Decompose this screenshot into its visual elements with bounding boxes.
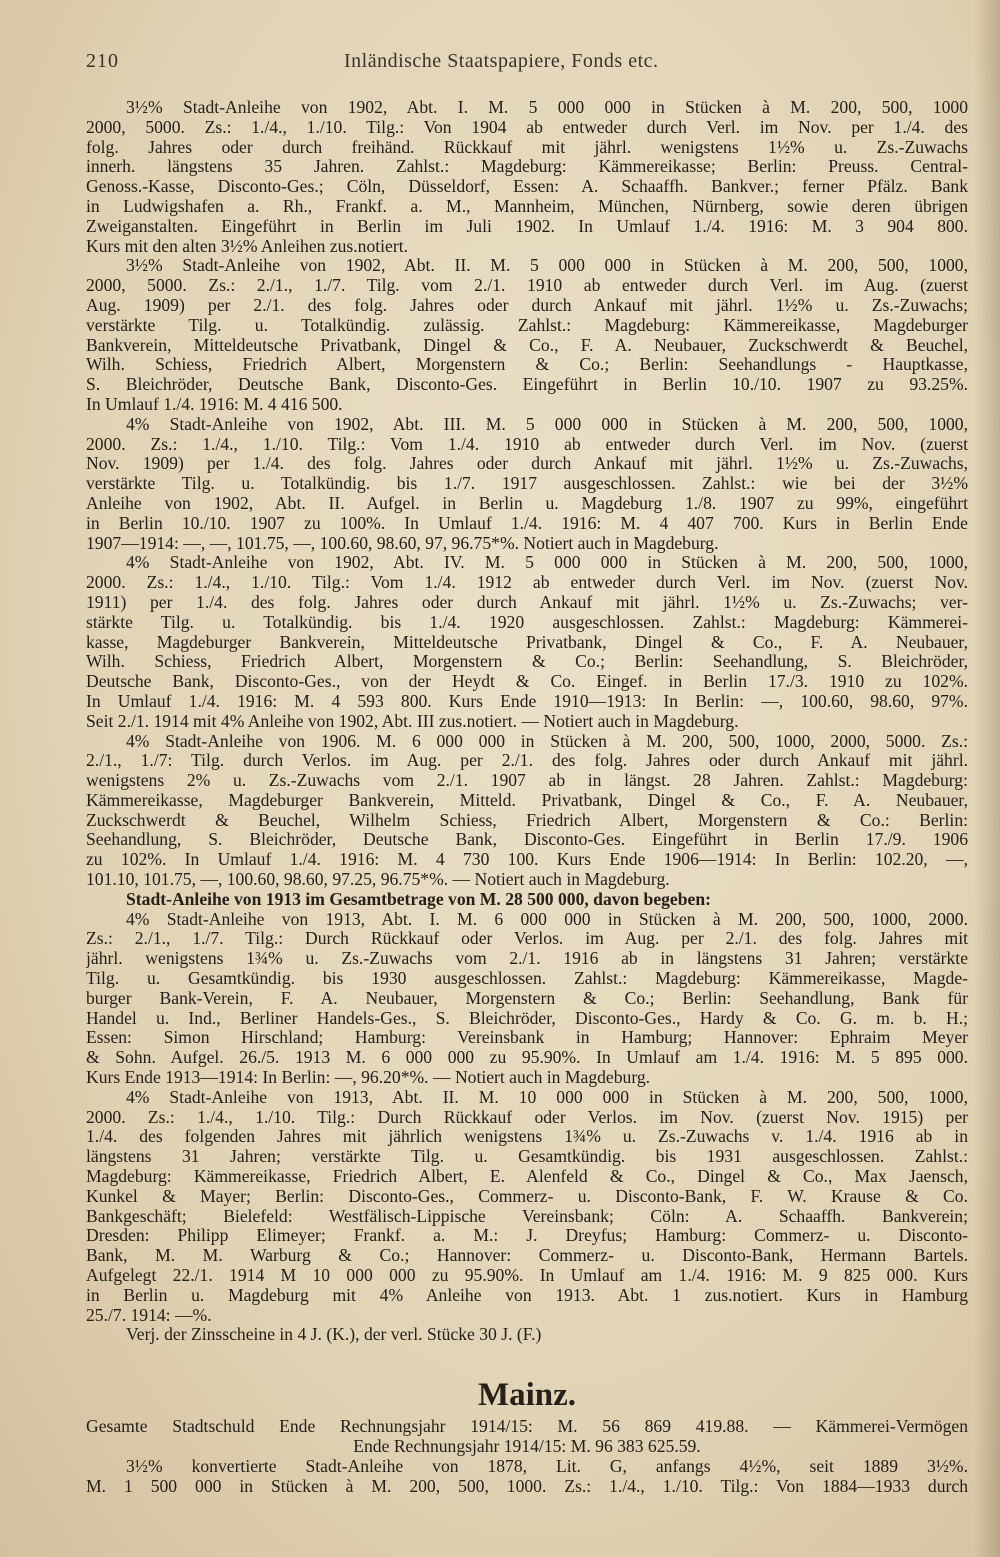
paragraph-stadt-anleihe-1913-total — [86, 890, 968, 910]
text-line: Bankgeschäft; Bielefeld: Westfälisch-Lippische Vereinsbank; Cöln: A. Schaaffh. Bankverein; — [86, 1206, 968, 1226]
text-line: Zweiganstalten. Eingeführt in Berlin im Juli 1902. In Umlauf 1./4. 1916: M. 3 904 800. — [86, 216, 968, 236]
text-line: burger Bank-Verein, F. A. Neubauer, Morgenstern & Co.; Berlin: Seehandlung, Bank für — [86, 988, 968, 1008]
text-line: Anleihe von 1902, Abt. II. Aufgel. in Berlin u. Magdeburg 1./8. 1907 zu 99%, eingeführt — [86, 493, 968, 513]
text-line: 4% Stadt-Anleihe von 1902, Abt. IV. M. 5 000 000 in Stücken à M. 200, 500, 1000, — [126, 553, 968, 573]
text-line: Seit 2./1. 1914 mit 4% Anleihe von 1902, Abt. III zus.notiert. — Notiert auch in Magdeburg. — [86, 711, 739, 731]
text-line: Magdeburg: Kämmereikasse, Friedrich Albert, E. Alenfeld & Co., Dingel & Co., Max Jaensch, — [86, 1167, 968, 1187]
text-line: in Berlin u. Magdeburg mit 4% Anleihe von 1913. Abt. 1 zus.notiert. Kurs in Hamburg — [86, 1285, 968, 1305]
paragraph-stadt-anleihe-1902-abt-1 — [86, 98, 968, 256]
paragraph-stadt-anleihe-1902-abt-3 — [86, 415, 968, 554]
paragraph-stadt-anleihe-1906 — [86, 732, 968, 890]
paragraph-stadt-anleihe-1902-abt-2 — [86, 256, 968, 414]
text-line: Tilg. u. Gesamtkündig. bis 1930 ausgeschlossen. Zahlst.: Magdeburg: Kämmereikasse, Magde- — [86, 969, 968, 989]
text-line: wenigstens 2% u. Zs.-Zuwachs vom 2./1. 1907 ab in längst. 28 Jahren. Zahlst.: Magdeburg: — [86, 771, 968, 791]
text-line: verstärkte Tilg. u. Totalkündig. zulässig. Zahlst.: Magdeburg: Kämmereikasse, Magdeburger — [86, 315, 968, 335]
text-line: 4% Stadt-Anleihe von 1906. M. 6 000 000 in Stücken à M. 200, 500, 1000, 2000, 5000. Zs.: — [126, 731, 968, 751]
text-line: jährl. wenigstens 1¾% u. Zs.-Zuwachs vom 2./1. 1916 ab in längstens 31 Jahren; verstärkte — [86, 949, 968, 969]
text-line: 25./7. 1914: —%. — [86, 1305, 212, 1325]
paragraph-stadt-anleihe-1902-abt-4 — [86, 553, 968, 731]
text-line: in Ludwigshafen a. Rh., Frankf. a. M., Mannheim, München, Nürnberg, sowie deren übrigen — [86, 196, 968, 216]
text-line: 101.10, 101.75, —, 100.60, 98.60, 97.25, 96.75*%. — Notiert auch in Magdeburg. — [86, 870, 670, 890]
text-line: 4% Stadt-Anleihe von 1913, Abt. II. M. 10 000 000 in Stücken à M. 200, 500, 1000, — [126, 1087, 968, 1107]
text-line: in Berlin 10./10. 1907 zu 100%. In Umlauf 1./4. 1916: M. 4 407 700. Kurs in Berlin Ende — [86, 513, 968, 533]
text-line: 2000. Zs.: 1./4., 1./10. Tilg.: Durch Rückkauf oder Verlos. im Nov. (zuerst Nov. 1915) per — [86, 1107, 968, 1127]
text-line: 3½% konvertierte Stadt-Anleihe von 1878, Lit. G, anfangs 4½%, seit 1889 3½%. — [126, 1456, 968, 1476]
text-line: 2000, 5000. Zs.: 1./4., 1./10. Tilg.: Von 1904 ab entweder durch Verl. im Nov. per 1./4. des — [86, 117, 968, 137]
mainz-summary — [86, 1417, 968, 1457]
text-line: 4% Stadt-Anleihe von 1913, Abt. I. M. 6 000 000 in Stücken à M. 200, 500, 1000, 2000. — [126, 909, 968, 929]
text-line: Deutsche Bank, Disconto-Ges., von der Heydt & Co. Eingef. in Berlin 17./3. 1910 zu 102%. — [86, 672, 968, 692]
text-line: In Umlauf 1./4. 1916: M. 4 593 800. Kurs Ende 1910—1913: In Berlin: —, 100.60, 98.60, 97%. — [86, 691, 968, 711]
text-line: Ende Rechnungsjahr 1914/15: M. 96 383 625.59. — [353, 1437, 701, 1456]
paragraph-verjaehrung — [86, 1325, 968, 1345]
text-line: 1911) per 1./4. des folg. Jahres oder durch Ankauf mit jährl. 1½% u. Zs.-Zuwachs; ver- — [86, 592, 968, 612]
paragraph-stadt-anleihe-1913-abt-1 — [86, 910, 968, 1088]
text-line: folg. Jahres oder durch freihänd. Rückkauf mit jährl. wenigstens 1½% u. Zs.-Zuwachs — [86, 137, 968, 157]
text-line: 2000, 5000. Zs.: 2./1., 1./7. Tilg. vom 2./1. 1910 ab entweder durch Verl. im Aug. (zuerst — [86, 276, 968, 296]
text-line: Seehandlung, S. Bleichröder, Deutsche Bank, Disconto-Ges. Eingeführt in Berlin 17./9. 1906 — [86, 830, 968, 850]
running-head: Inländische Staatspapiere, Fonds etc. — [344, 50, 659, 72]
text-line: Bank, M. M. Warburg & Co.; Hannover: Commerz- u. Disconto-Bank, Hermann Bartels. — [86, 1246, 968, 1266]
text-line: 2000. Zs.: 1./4., 1./10. Tilg.: Vom 1./4. 1910 ab entweder durch Verl. im Nov. (zuerst — [86, 434, 968, 454]
text-line: Kämmereikasse, Magdeburger Bankverein, Mitteld. Privatbank, Dingel & Co., F. A. Neubauer, — [86, 790, 968, 810]
text-line: Wilh. Schiess, Friedrich Albert, Morgenstern & Co.; Berlin: Seehandlung, S. Bleichröder, — [86, 652, 968, 672]
page-header — [86, 50, 968, 76]
text-line: Handel u. Ind., Berliner Handels-Ges., S. Bleichröder, Disconto-Ges., Hardy & Co. G. m. b. H.; — [86, 1008, 968, 1028]
text-line: S. Bleichröder, Deutsche Bank, Disconto-Ges. Eingeführt in Berlin 10./10. 1907 zu 93.25%. — [86, 375, 968, 395]
paragraph-mainz-anleihe-1878 — [86, 1457, 968, 1497]
text-line: Aug. 1909) per 2./1. des folg. Jahres oder durch Ankauf mit jährl. 1½% u. Zs.-Zuwachs; — [86, 295, 968, 315]
text-line: Bankverein, Mitteldeutsche Privatbank, Dingel & Co., F. A. Neubauer, Zuckschwerdt & Beuchel, — [86, 335, 968, 355]
text-line: längstens 31 Jahren; verstärkte Tilg. u. Gesamtkündig. bis 1931 ausgeschlossen. Zahlst.: — [86, 1147, 968, 1167]
text-line: zu 102%. In Umlauf 1./4. 1916: M. 4 730 100. Kurs Ende 1906—1914: In Berlin: 102.20, —, — [86, 850, 968, 870]
text-line: M. 1 500 000 in Stücken à M. 200, 500, 1000. Zs.: 1./4., 1./10. Tilg.: Von 1884—1933 durch — [86, 1476, 968, 1496]
text-line: Wilh. Schiess, Friedrich Albert, Morgenstern & Co.; Berlin: Seehandlungs - Hauptkasse, — [86, 355, 968, 375]
page-edge-shadow — [974, 0, 1000, 1557]
text-line: Stadt-Anleihe von 1913 im Gesamtbetrage von M. 28 500 000, davon begeben: — [126, 889, 711, 909]
text-line: Aufgelegt 22./1. 1914 M 10 000 000 zu 95.90%. In Umlauf am 1./4. 1916: M. 9 825 000. Kurs — [86, 1266, 968, 1286]
text-line: In Umlauf 1./4. 1916: M. 4 416 500. — [86, 394, 343, 414]
text-line: kasse, Magdeburger Bankverein, Mitteldeutsche Privatbank, Dingel & Co., F. A. Neubauer, — [86, 632, 968, 652]
text-line: Kurs mit den alten 3½% Anleihen zus.notiert. — [86, 236, 408, 256]
text-line: 3½% Stadt-Anleihe von 1902, Abt. I. M. 5 000 000 in Stücken à M. 200, 500, 1000 — [126, 98, 968, 117]
text-line: verstärkte Tilg. u. Totalkündig. bis 1./7. 1917 ausgeschlossen. Zahlst.: wie bei der 3½% — [86, 474, 968, 494]
text-line: 1./4. des folgenden Jahres mit jährlich wenigstens 1¾% u. Zs.-Zuwachs v. 1./4. 1916 ab in — [86, 1127, 968, 1147]
text-block — [86, 98, 968, 1496]
text-line: Dresden: Philipp Elimeyer; Frankf. a. M.: J. Dreyfus; Hamburg: Commerz- u. Disconto- — [86, 1226, 968, 1246]
text-line: 4% Stadt-Anleihe von 1902, Abt. III. M. 5 000 000 in Stücken à M. 200, 500, 1000, — [126, 414, 968, 434]
text-line: 2./1., 1./7: Tilg. durch Verlos. im Aug. per 2./1. des folg. Jahres oder durch Ankauf mit jährl. — [86, 751, 968, 771]
text-line: Essen: Simon Hirschland; Hamburg: Vereinsbank in Hamburg; Hannover: Ephraim Meyer — [86, 1028, 968, 1048]
page-number: 210 — [86, 50, 119, 72]
text-line: 1907—1914: —, —, 101.75, —, 100.60, 98.60, 97, 96.75*%. Notiert auch in Magdeburg. — [86, 533, 719, 553]
text-line: & Sohn. Aufgel. 26./5. 1913 M. 6 000 000 zu 95.90%. In Umlauf am 1./4. 1916: M. 5 895 000. — [86, 1048, 968, 1068]
paragraph-stadt-anleihe-1913-abt-2 — [86, 1088, 968, 1326]
section-title-mainz: Mainz. — [477, 1377, 577, 1414]
text-line: Genoss.-Kasse, Disconto-Ges.; Cöln, Düsseldorf, Essen: A. Schaaffh. Bankver.; ferner Pfälz. Bank — [86, 177, 968, 197]
text-line: Kunkel & Mayer; Berlin: Disconto-Ges., Commerz- u. Disconto-Bank, F. W. Krause & Co. — [86, 1186, 968, 1206]
text-line: stärkte Tilg. u. Totalkündig. bis 1./4. 1920 ausgeschlossen. Zahlst.: Magdeburg: Kämmerei- — [86, 612, 968, 632]
text-line: Verj. der Zinsscheine in 4 J. (K.), der verl. Stücke 30 J. (F.) — [126, 1325, 542, 1345]
text-line: Nov. 1909) per 1./4. des folg. Jahres oder durch Ankauf mit jährl. 1½% u. Zs.-Zuwachs, — [86, 454, 968, 474]
text-line: Zs.: 2./1., 1./7. Tilg.: Durch Rückkauf oder Verlos. im Aug. per 2./1. des folg. Jahres mit — [86, 929, 968, 949]
text-line: 2000. Zs.: 1./4., 1./10. Tilg.: Vom 1./4. 1912 ab entweder durch Verl. im Nov. (zuerst Nov. — [86, 573, 968, 593]
text-line: 3½% Stadt-Anleihe von 1902, Abt. II. M. 5 000 000 in Stücken à M. 200, 500, 1000, — [126, 256, 968, 276]
text-line: Zuckschwerdt & Beuchel, Wilhelm Schiess, Friedrich Albert, Morgenstern & Co.: Berlin: — [86, 810, 968, 830]
text-line: innerh. längstens 35 Jahren. Zahlst.: Magdeburg: Kämmereikasse; Berlin: Preuss. Central- — [86, 157, 968, 177]
text-line: Gesamte Stadtschuld Ende Rechnungsjahr 1914/15: M. 56 869 419.88. — Kämmerei-Vermögen — [86, 1417, 968, 1437]
spacer — [86, 1345, 968, 1361]
text-line: Kurs Ende 1913—1914: In Berlin: —, 96.20*%. — Notiert auch in Magdeburg. — [86, 1068, 651, 1088]
